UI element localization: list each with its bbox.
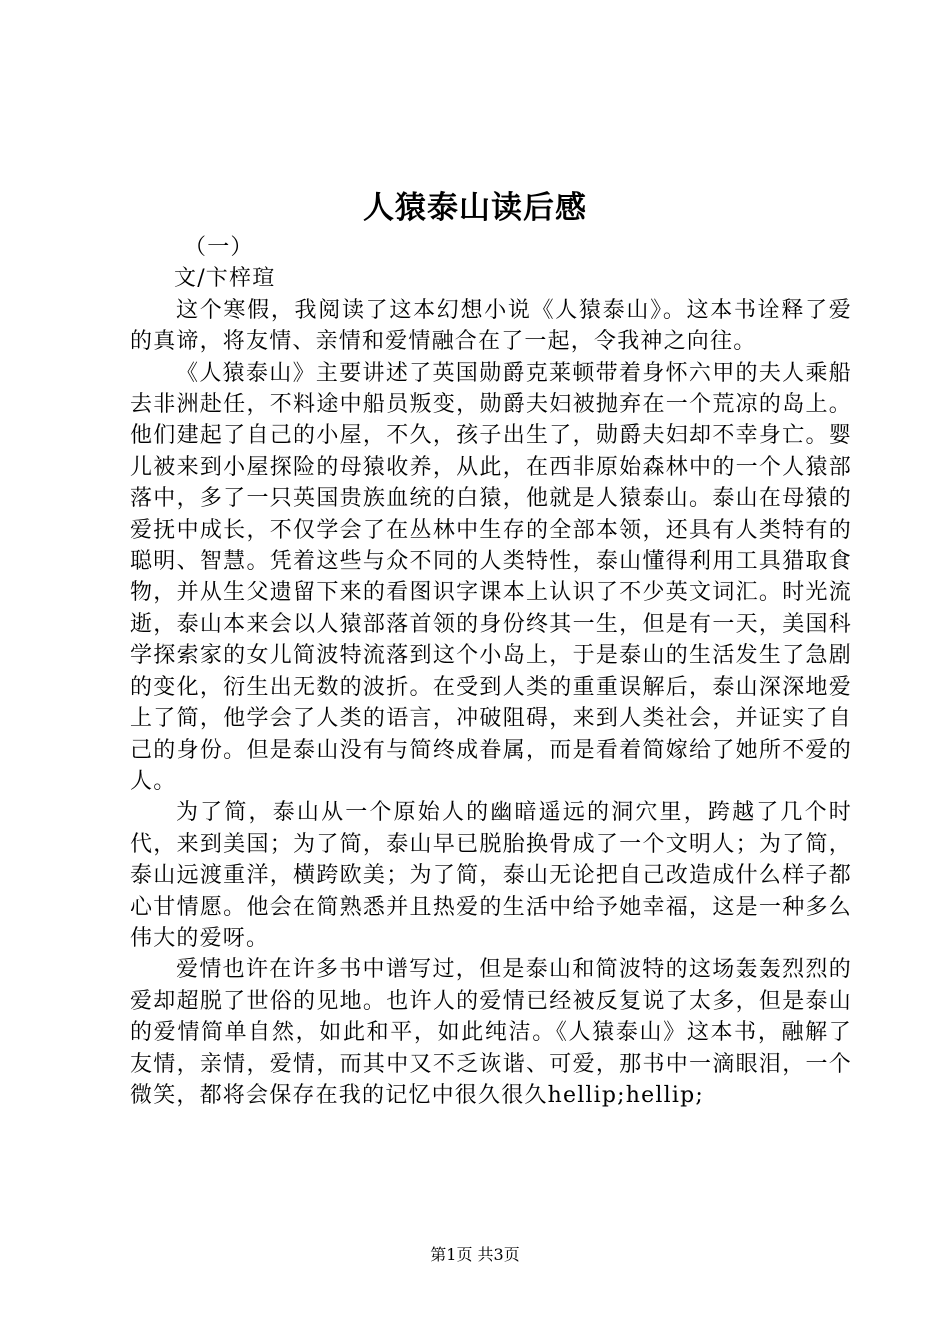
paragraph-4: 爱情也许在许多书中谱写过，但是泰山和简波特的这场轰轰烈烈的爱却超脱了世俗的见地。也许人的爱情已经被反复说了太多，但是泰山的爱情简单自然，如此和平，如此纯洁。《人猿泰山》这本书，融解了友情，亲情，爱情，而其中又不乏诙谐、可爱，那书中一滴眼泪，一个微笑，都将会保存在我的记忆中很久很久hellip;hellip; — [130, 957, 852, 1108]
section-marker: （一） — [184, 235, 254, 260]
paragraph-1: 这个寒假，我阅读了这本幻想小说《人猿泰山》。这本书诠释了爱的真谛，将友情、亲情和爱情融合在了一起，令我神之向往。 — [130, 297, 852, 355]
document-body — [130, 232, 852, 1111]
page-footer: 第1页 共3页 — [430, 1245, 520, 1264]
paragraph-2: 《人猿泰山》主要讲述了英国勋爵克莱顿带着身怀六甲的夫人乘船去非洲赴任，不料途中船员叛变，勋爵夫妇被抛弃在一个荒凉的岛上。他们建起了自己的小屋，不久，孩子出生了，勋爵夫妇却不幸身亡。婴儿被来到小屋探险的母猿收养，从此，在西非原始森林中的一个人猿部落中，多了一只英国贵族血统的白猿，他就是人猿泰山。泰山在母猿的爱抚中成长，不仅学会了在丛林中生存的全部本领，还具有人类特有的聪明、智慧。凭着这些与众不同的人类特性，泰山懂得利用工具猎取食物，并从生父遗留下来的看图识字课本上认识了不少英文词汇。时光流逝，泰山本来会以人猿部落首领的身份终其一生，但是有一天，美国科学探索家的女儿简波特流落到这个小岛上，于是泰山的生活发生了急剧的变化，衍生出无数的波折。在受到人类的重重误解后，泰山深深地爱上了简，他学会了人类的语言，冲破阻碍，来到人类社会，并证实了自己的身份。但是泰山没有与简终成眷属，而是看着简嫁给了她所不爱的人。 — [130, 360, 852, 794]
author-line: 文/卞梓瑄 — [174, 266, 276, 292]
paragraph-3: 为了简，泰山从一个原始人的幽暗遥远的洞穴里，跨越了几个时代，来到美国；为了简，泰山早已脱胎换骨成了一个文明人；为了简，泰山远渡重洋，横跨欧美；为了简，泰山无论把自己改造成什么样子都心甘情愿。他会在简熟悉并且热爱的生活中给予她幸福，这是一种多么伟大的爱呀。 — [130, 800, 852, 951]
document-title: 人猿泰山读后感 — [363, 190, 587, 226]
